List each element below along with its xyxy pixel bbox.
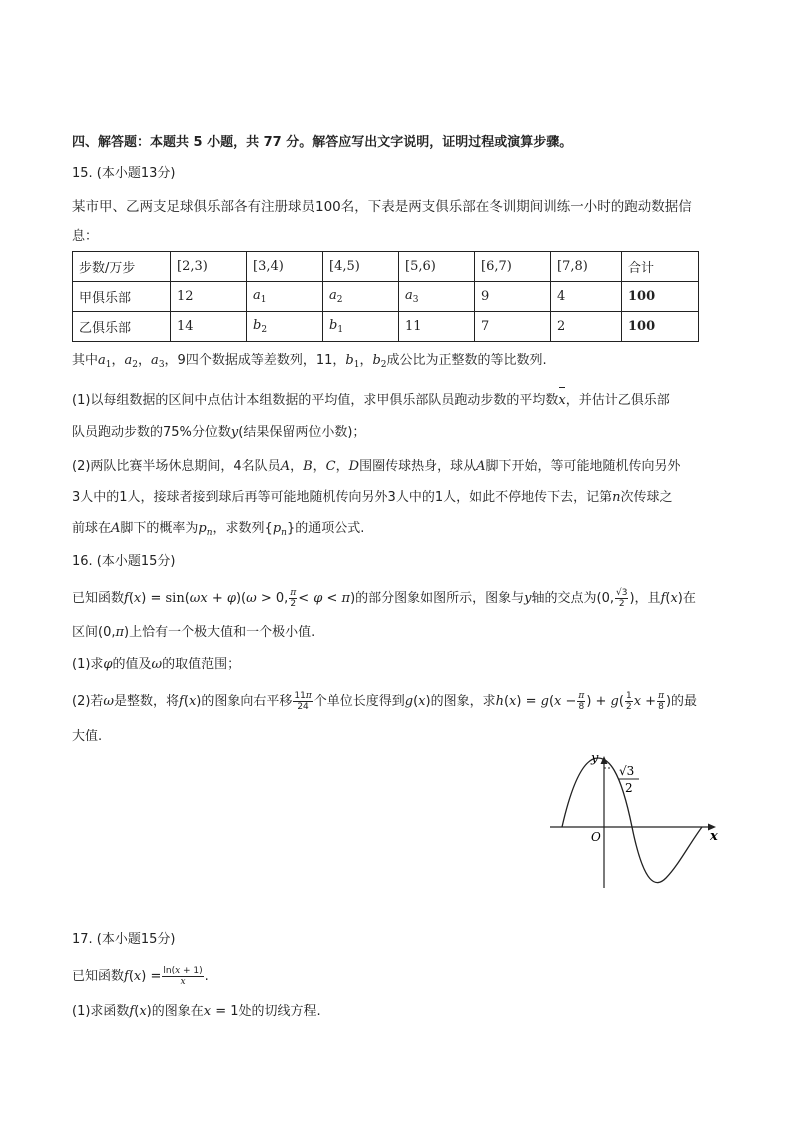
table-header: [4,5) xyxy=(323,252,399,282)
section-heading: 四、解答题：本题共 5 小题，共 77 分。解答应写出文字说明，证明过程或演算步骤。 xyxy=(72,135,573,150)
table-cell: $a_2$ xyxy=(323,282,399,312)
q15-part1-line2: 队员跑动步数的75%分位数y(结果保留两位小数)； xyxy=(72,425,366,440)
table-cell: 100 xyxy=(622,282,699,312)
table-header: [6,7) xyxy=(475,252,551,282)
q17-part1: (1)求函数f(x)的图象在x = 1处的切线方程. xyxy=(72,1004,321,1019)
q15-part2-line1: (2)两队比赛半场休息期间，4名队员A，B，C，D围圈传球热身，球从A脚下开始，等可能地随机传向另外 xyxy=(72,459,681,474)
q15-part2-line3: 前球在A脚下的概率为$p_n$，求数列$\{p_n\}$的通项公式. xyxy=(72,521,365,538)
table-row-label: 甲俱乐部 xyxy=(73,282,171,312)
table-row xyxy=(73,312,699,342)
table-cell: 9 xyxy=(475,282,551,312)
table-cell: 100 xyxy=(622,312,699,342)
table-row-label: 乙俱乐部 xyxy=(73,312,171,342)
running-data-table xyxy=(72,251,699,342)
q15-part1-line1: (1)以每组数据的区间中点估计本组数据的平均值，求甲俱乐部队员跑动步数的平均数x，并估计乙俱乐部 xyxy=(72,393,670,408)
table-cell: $a_1$ xyxy=(247,282,323,312)
q16-number: 16. (本小题15分) xyxy=(72,554,176,569)
q15-note: 其中$a_1$，$a_2$，$a_3$，9四个数据成等差数列，11，$b_1$，$b_2$成公比为正整数的等比数列. xyxy=(72,353,547,370)
q15-intro-line1: 某市甲、乙两支足球俱乐部各有注册球员100名，下表是两支俱乐部在冬训期间训练一小时的跑动数据信 xyxy=(72,199,692,215)
q16-line2: 区间(0,π)上恰有一个极大值和一个极小值. xyxy=(72,625,316,640)
table-cell: $b_1$ xyxy=(323,312,399,342)
table-cell: 12 xyxy=(171,282,247,312)
table-header: 步数/万步 xyxy=(73,252,171,282)
q15-intro-line2: 息： xyxy=(72,229,99,244)
q15-part2-line2: 3人中的1人，接球者接到球后再等可能地随机传向另外3人中的1人，如此不停地传下去，记第n次传球之 xyxy=(72,490,673,505)
table-cell: 11 xyxy=(399,312,475,342)
q15-number: 15. (本小题13分) xyxy=(72,166,176,181)
q17-number: 17. (本小题15分) xyxy=(72,932,176,947)
q16-line1: 已知函数f(x) = sin(ωx + φ)(ω > 0, $\frac{\pi}{2}$ < φ < π)的部分图象如图所示，图象与y轴的交点为(0, $\frac{√3}{2}$ )，且f(x)在 xyxy=(72,588,696,609)
table-header: [2,3) xyxy=(171,252,247,282)
table-cell: 14 xyxy=(171,312,247,342)
function-graph xyxy=(540,748,730,898)
table-cell: 4 xyxy=(551,282,622,312)
table-header: [7,8) xyxy=(551,252,622,282)
table-header: [5,6) xyxy=(399,252,475,282)
x-axis-label: x xyxy=(710,829,718,844)
table-header: 合计 xyxy=(622,252,699,282)
q16-part1: (1)求φ的值及ω的取值范围； xyxy=(72,657,241,672)
q16-part2-line2: 大值. xyxy=(72,729,103,744)
table-header: [3,4) xyxy=(247,252,323,282)
q16-part2-line1: (2)若ω是整数，将f(x)的图象向右平移 $\frac{11\pi}{24}$ 个单位长度得到g(x)的图象，求h(x) = g(x − $\frac{\pi}{8}$ ) + g( $\frac{1}{2}$ x + $\frac{\pi}{8}$ )的最 xyxy=(72,691,698,712)
table-cell: $b_2$ xyxy=(247,312,323,342)
q17-line1: 已知函数f(x) = $\frac{\ln(x + 1)}{x}$ . xyxy=(72,966,209,987)
table-row xyxy=(73,282,699,312)
y-axis-label: y xyxy=(591,751,599,766)
table-cell: $a_3$ xyxy=(399,282,475,312)
origin-label: O xyxy=(591,830,601,844)
table-header-row xyxy=(73,252,699,282)
point-label-numerator: √3 xyxy=(619,764,635,778)
table-cell: 7 xyxy=(475,312,551,342)
point-label-denominator: 2 xyxy=(625,781,633,795)
table-cell: 2 xyxy=(551,312,622,342)
